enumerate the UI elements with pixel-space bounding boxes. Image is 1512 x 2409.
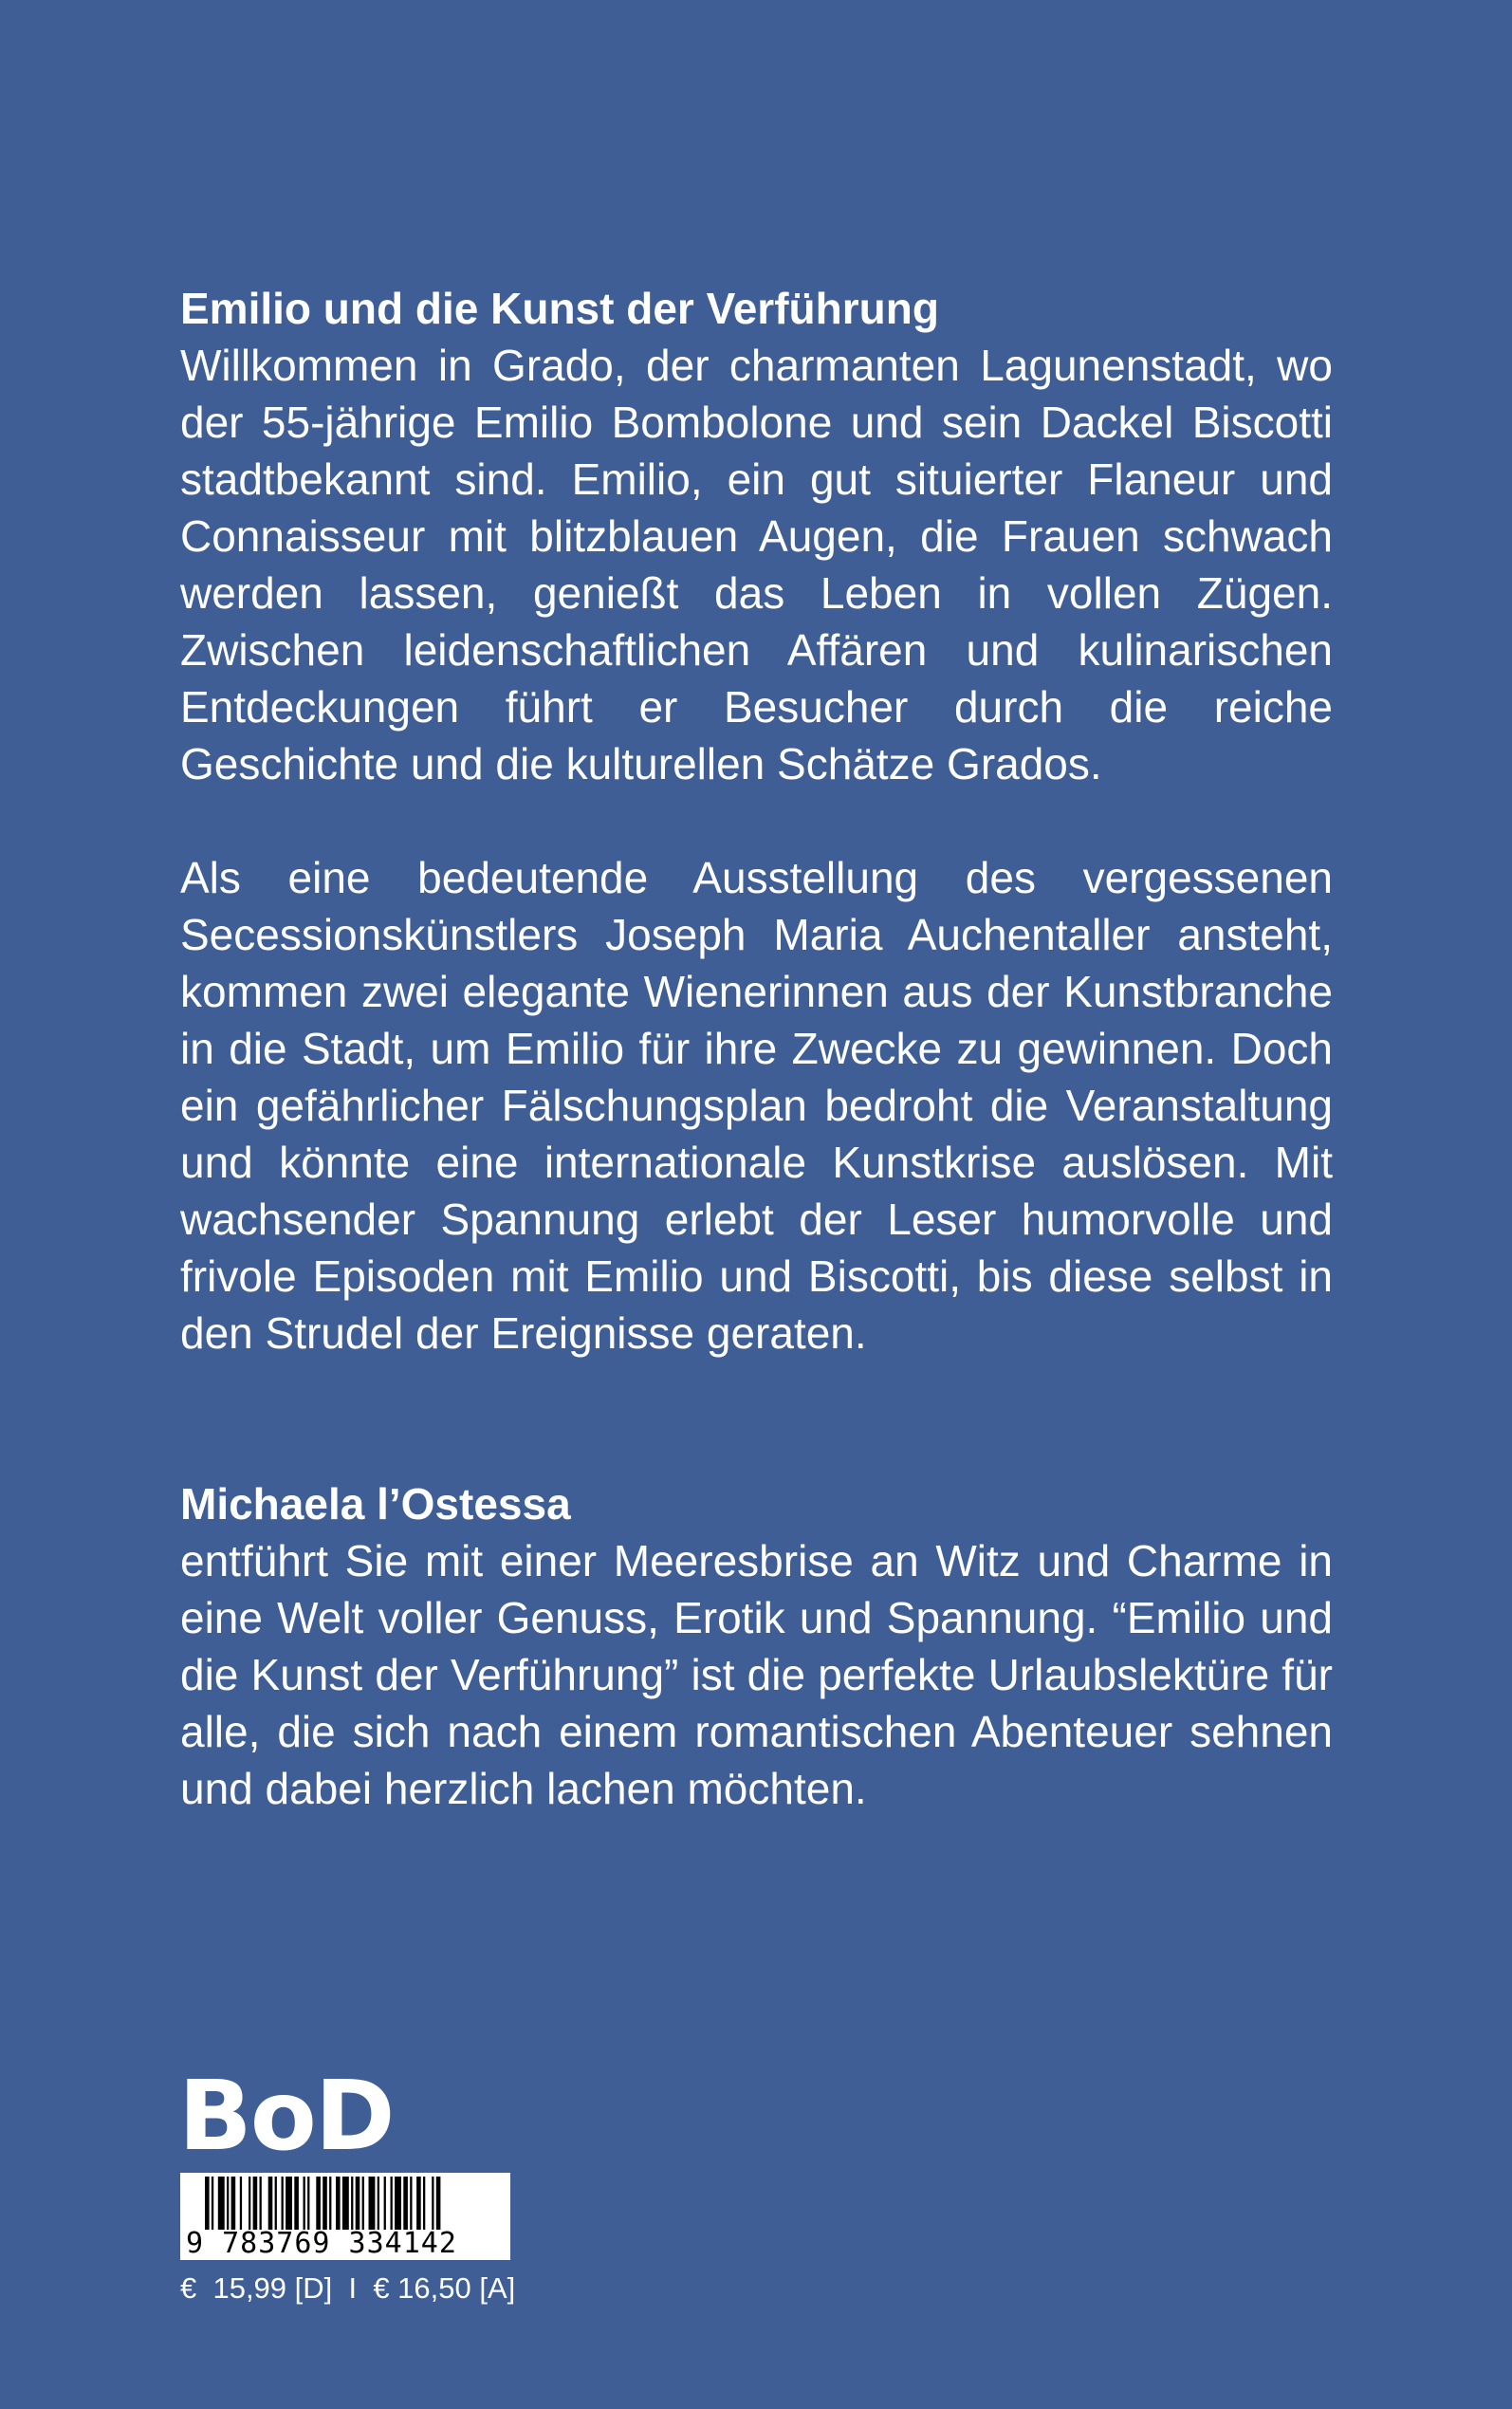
blurb-paragraph-2: Als eine bedeutende Ausstellung des vergessenen Secessionskünstlers Joseph Maria Auchentaller ansteht, kommen zwei elegante Wienerinnen aus der Kunstbranche in die Stadt, um Emilio für ihre Zwecke zu gewinnen. Doch ein gefährlicher Fälschungsplan bedroht die Veranstaltung und könnte eine internationale Kunstkrise auslösen. Mit wachsender Spannung erlebt der Leser humorvolle und frivole Episoden mit Emilio und Biscotti, bis diese selbst in den Strudel der Ereignisse geraten. — [180, 853, 1333, 1358]
blurb-paragraph-1: Willkommen in Grado, der charmanten Lagunenstadt, wo der 55-jährige Emilio Bombolone und sein Dackel Biscotti stadtbekannt sind. Emilio, ein gut situierter Flaneur und Connaisseur mit blitzblauen Augen, die Frauen schwach werden lassen, genießt das Leben in vollen Zügen. Zwischen leidenschaftlichen Affären und kulinarischen Entdeckungen führt er Besucher durch die reiche Geschichte und die kulturellen Schätze Grados. — [180, 341, 1333, 788]
author-name: Michaela l’Ostessa — [180, 1479, 571, 1529]
author-text: entführt Sie mit einer Meeresbrise an Witz und Charme in eine Welt voller Genuss, Erotik und Spannung. “Emilio und die Kunst der Verführung” ist die perfekte Urlaubslektüre für alle, die sich nach einem romantischen Abenteuer sehnen und dabei herzlich lachen möchten. — [180, 1536, 1333, 1813]
back-cover-text — [180, 280, 1333, 1817]
book-title: Emilio und die Kunst der Verführung — [180, 284, 939, 333]
price-label: € 15,99 [D] I € 16,50 [A] — [180, 2271, 516, 2305]
isbn-digits: 9 783769 334142 — [186, 2230, 461, 2258]
isbn-barcode — [180, 2173, 510, 2260]
publisher-logo: BoD — [178, 2060, 394, 2173]
